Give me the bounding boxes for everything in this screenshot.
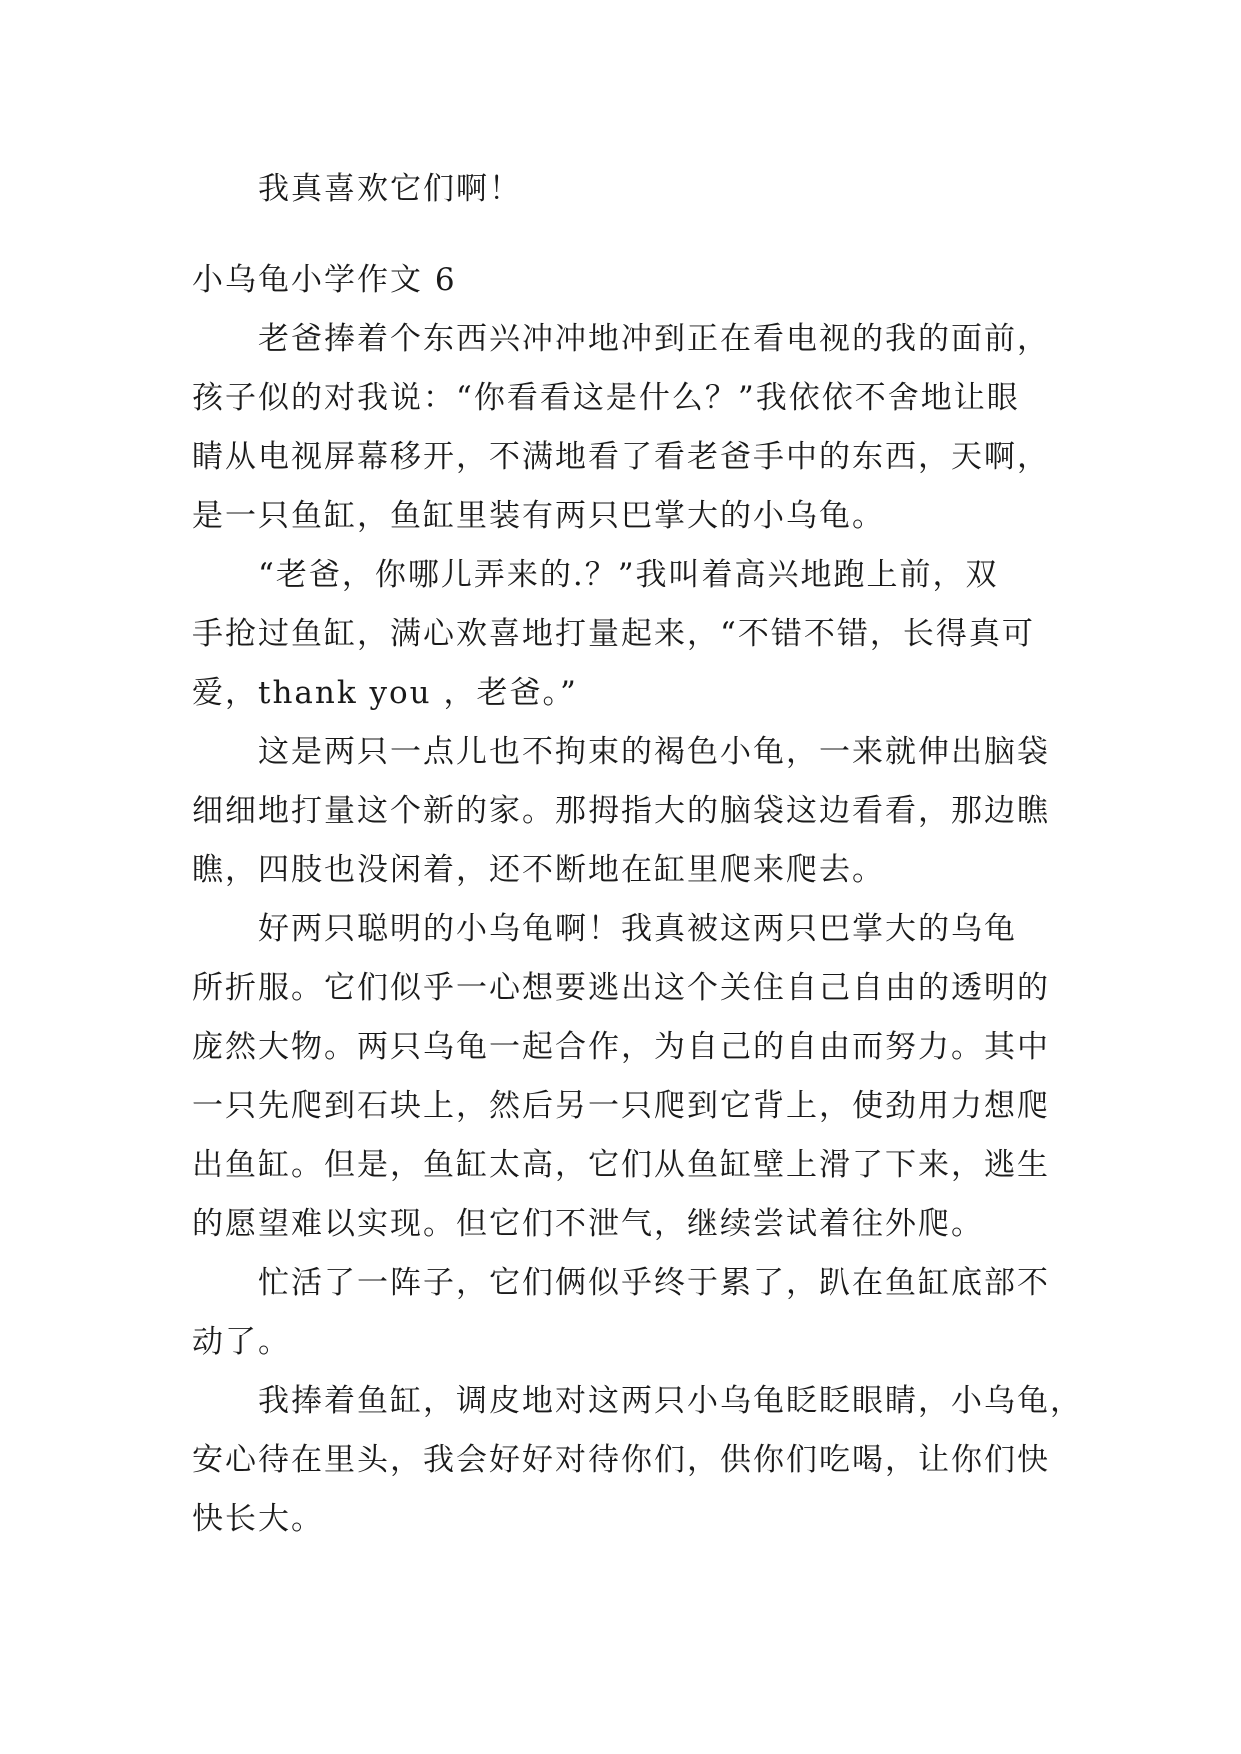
paragraph-line: “老爸，你哪儿弄来的.？”我叫着高兴地跑上前，双 (258, 557, 999, 593)
paragraph-line: 老爸捧着个东西兴冲冲地冲到正在看电视的我的面前， (258, 321, 1050, 357)
paragraph-2 (192, 546, 1052, 723)
paragraph-line: 忙活了一阵子，它们俩似乎终于累了，趴在鱼缸底部不 (258, 1265, 1050, 1301)
paragraph-line: 好两只聪明的小乌龟啊！我真被这两只巴掌大的乌龟 (258, 911, 1017, 947)
paragraph-line: 庞然大物。两只乌龟一起合作，为自己的自由而努力。其中 (192, 1029, 1050, 1065)
paragraph-line: 安心待在里头，我会好好对待你们，供你们吃喝，让你们快 (192, 1442, 1050, 1478)
paragraph-4 (192, 900, 1052, 1254)
paragraph-line: 手抢过鱼缸，满心欢喜地打量起来，“不错不错，长得真可 (192, 616, 1035, 652)
paragraph-line: 睛从电视屏幕移开，不满地看了看老爸手中的东西，天啊， (192, 439, 1050, 475)
paragraph-line: 动了。 (192, 1324, 291, 1360)
paragraph-line: 爱，thank you ，老爸。” (192, 675, 578, 711)
paragraph-3 (192, 723, 1052, 900)
paragraph-line: 是一只鱼缸，鱼缸里装有两只巴掌大的小乌龟。 (192, 498, 885, 534)
paragraph-1 (192, 310, 1052, 546)
paragraph-line: 这是两只一点儿也不拘束的褐色小龟，一来就伸出脑袋 (258, 734, 1050, 770)
paragraph-line: 出鱼缸。但是，鱼缸太高，它们从鱼缸壁上滑了下来，逃生 (192, 1147, 1050, 1183)
paragraph-6 (192, 1372, 1083, 1549)
paragraph-line: 的愿望难以实现。但它们不泄气，继续尝试着往外爬。 (192, 1206, 984, 1242)
paragraph-line: 快长大。 (192, 1501, 324, 1537)
paragraph-line: 瞧，四肢也没闲着，还不断地在缸里爬来爬去。 (192, 852, 885, 888)
paragraph-line: 细细地打量这个新的家。那拇指大的脑袋这边看看，那边瞧 (192, 793, 1050, 829)
document-page (192, 160, 1083, 1549)
paragraph-5 (192, 1254, 1052, 1372)
paragraph-line: 孩子似的对我说：“你看看这是什么？”我依依不舍地让眼 (192, 380, 1020, 416)
essay-title: 小乌龟小学作文 6 (192, 262, 457, 298)
paragraph-line: 所折服。它们似乎一心想要逃出这个关住自己自由的透明的 (192, 970, 1050, 1006)
paragraph-line: 一只先爬到石块上，然后另一只爬到它背上，使劲用力想爬 (192, 1088, 1050, 1124)
paragraph-line: 我捧着鱼缸，调皮地对这两只小乌龟眨眨眼睛，小乌龟， (258, 1383, 1083, 1419)
opening-line: 我真喜欢它们啊！ (258, 171, 522, 207)
